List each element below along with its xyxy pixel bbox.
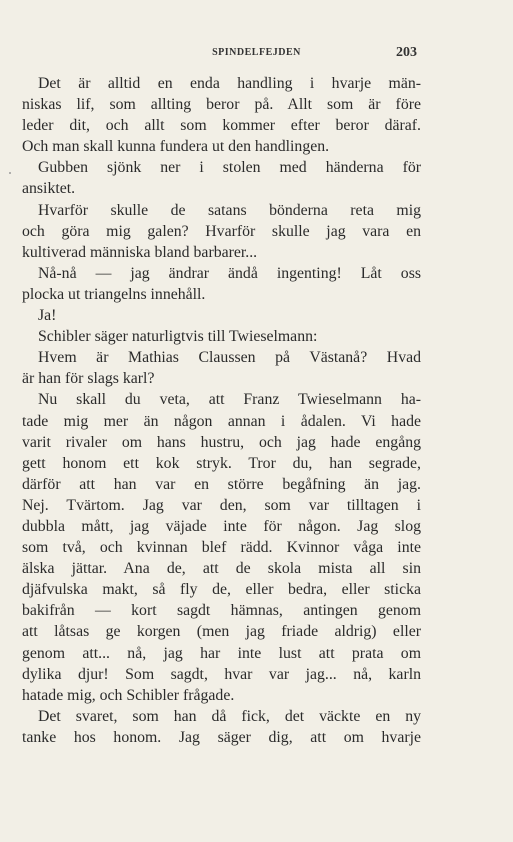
text-line: Och man skall kunna fundera ut den handlingen. — [22, 138, 330, 156]
text-line: genom att... nå, jag har inte lust att prata om — [22, 644, 421, 662]
text-line: hatade mig, och Schibler frågade. — [22, 686, 235, 704]
text-line: bakifrån — kort sagdt hämnas, antingen genom — [22, 602, 421, 620]
text-line: niskas lif, som allting beror på. Allt som är före — [22, 96, 421, 114]
text-line: tade mig mer än någon annan i ådalen. Vi hade — [22, 412, 421, 430]
text-line: Det är alltid en enda handling i hvarje män- — [38, 75, 421, 92]
text-line: Nu skall du veta, att Franz Twieselmann ha- — [38, 391, 421, 409]
running-head — [0, 47, 513, 65]
margin-speck — [9, 172, 11, 174]
text-line: ansiktet. — [22, 180, 76, 198]
text-line: Det svaret, som han då fick, det väckte en ny — [38, 707, 421, 725]
text-line: Hvem är Mathias Claussen på Västanå? Hvad — [38, 349, 421, 367]
text-line: Ja! — [38, 307, 57, 325]
text-line: plocka ut triangelns innehåll. — [22, 285, 206, 303]
body-text — [22, 73, 421, 748]
text-line: dubbla mått, jag väjade inte för någon. Jag slog — [22, 517, 421, 535]
text-line: Hvarför skulle de satans bönderna reta mig — [38, 201, 421, 219]
text-line: Gubben sjönk ner i stolen med händerna för — [38, 159, 421, 177]
text-line: gett honom ett kok stryk. Tror du, han segrade, — [22, 454, 421, 472]
text-line: och göra mig galen? Hvarför skulle jag vara en — [22, 222, 421, 240]
text-line: därför att han var en större begåfning än jag. — [22, 475, 421, 493]
text-line: Nå-nå — jag ändrar ändå ingenting! Låt oss — [38, 264, 421, 282]
text-line: varit rivaler om hans hustru, och jag hade engång — [22, 433, 421, 451]
text-line: djäfvulska makt, så fly de, eller bedra, eller sticka — [22, 581, 421, 599]
text-line: Nej. Tvärtom. Jag var den, som var tilltagen i — [22, 496, 421, 514]
text-line: älska jättar. Ana de, att de skola mista all sin — [22, 560, 421, 578]
text-line: att låtsas ge korgen (men jag friade aldrig) eller — [22, 623, 421, 641]
text-line: är han för slags karl? — [22, 370, 155, 388]
page-number: 203 — [396, 45, 417, 60]
text-line: Schibler säger naturligtvis till Twieselmann: — [38, 328, 318, 346]
text-line: som två, och kvinnan blef rädd. Kvinnor våga inte — [22, 539, 421, 557]
text-line: dylika djur! Som sagdt, hvar var jag... nå, karln — [22, 665, 421, 683]
text-line: leder dit, och allt som kommer efter beror däraf. — [22, 117, 421, 135]
text-line: kultiverad människa bland barbarer... — [22, 243, 258, 261]
running-title: SPINDELFEJDEN — [212, 47, 301, 58]
text-line: tanke hos honom. Jag säger dig, att om hvarje — [22, 728, 421, 746]
